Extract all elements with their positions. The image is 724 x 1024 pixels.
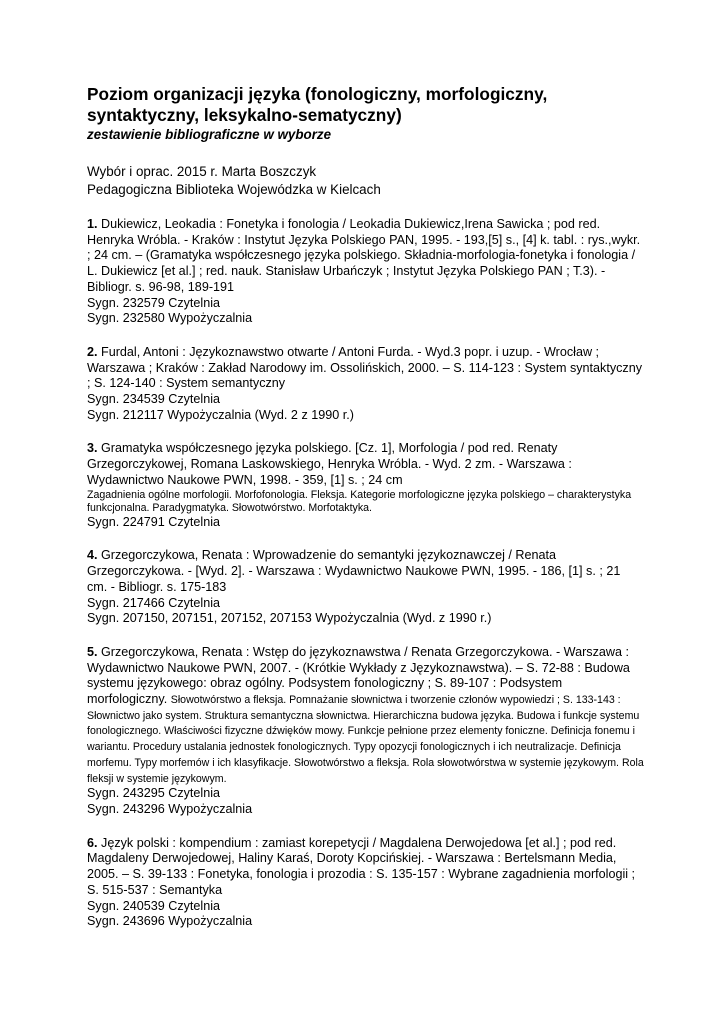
call-number: Sygn. 232579 Czytelnia [87, 295, 221, 310]
entry-number: 3. [87, 441, 98, 456]
entry-text: Grzegorczykowa, Renata : Wstęp do językoznawstwa / Renata Grzegorczykowa. - Warszawa : Wydawnictwo Naukowe PWN, 2007. - (Krótkie Wykłady z Językoznawstwa). – S. 72-88 : Budowa systemu językowego: obraz ogólny. Podsystem fonologiczny ; S. 89-107 : Podsystem morfologiczny. [87, 644, 630, 707]
call-number: Sygn. 243295 Czytelnia [87, 786, 221, 801]
bibliography-entry-4 [87, 548, 644, 627]
bibliography-entry-6 [87, 836, 644, 930]
bibliography-entry-3 [87, 441, 644, 530]
library-line: Pedagogiczna Biblioteka Wojewódzka w Kielcach [87, 182, 381, 197]
entry-description [87, 217, 644, 296]
entry-number: 6. [87, 835, 98, 850]
call-number: Sygn. 234539 Czytelnia [87, 392, 221, 407]
call-number: Sygn. 243696 Wypożyczalnia [87, 914, 253, 929]
call-number: Sygn. 240539 Czytelnia [87, 898, 221, 913]
call-number: Sygn. 232580 Wypożyczalnia [87, 311, 253, 326]
entry-text: Furdal, Antoni : Językoznawstwo otwarte / Antoni Furda. - Wyd.3 popr. i uzup. - Wrocław ; Warszawa ; Kraków : Zakład Narodowy im. Ossolińskich, 2000. – S. 114-123 : System syntaktyczny ; S. 124-140 : System semantyczny [87, 344, 643, 391]
entry-number: 5. [87, 644, 98, 659]
entry-description [87, 836, 644, 899]
entry-description [87, 345, 644, 392]
call-number: Sygn. 243296 Wypożyczalnia [87, 801, 253, 816]
compiler-line: Wybór i oprac. 2015 r. Marta Boszczyk [87, 164, 317, 179]
entry-description [87, 645, 644, 786]
bibliography-entry-5 [87, 645, 644, 818]
compiler-info [87, 163, 644, 199]
call-number: Sygn. 224791 Czytelnia [87, 514, 221, 529]
bibliography-entry-1 [87, 217, 644, 327]
document-subtitle: zestawienie bibliograficzne w wyborze [87, 127, 332, 142]
entry-number: 4. [87, 548, 98, 563]
entry-description [87, 548, 644, 595]
call-number: Sygn. 212117 Wypożyczalnia (Wyd. 2 z 1990 r.) [87, 407, 354, 422]
entry-contents-note: Zagadnienia ogólne morfologii. Morfofonologia. Fleksja. Kategorie morfologiczne języka polskiego – charakterystyka funkcjonalna. Paradygmatyka. Słowotwórstwo. Morfotaktyka. [87, 488, 632, 514]
entry-number: 2. [87, 344, 98, 359]
entry-contents-note: Słowotwórstwo a fleksja. Pomnażanie słownictwa i tworzenie członów wypowiedzi ; S. 133-143 : Słownictwo jako system. Struktura semantyczna słownictwa. Hierarchiczna budowa języka. Budowa i funkcje systemu fonologicznego. Właściwości fizyczne dźwięków mowy. Funkcje pełnione przez elementy foniczne. Definicja fonemu i wariantu. Procedury ustalania jednostek fonologicznych. Typy opozycji fonologicznych i ich neutralizacje. Definicja morfemu. Typy morfemów i ich klasyfikacje. Słowotwórstwo a fleksja. Rola słowotwórstwa w systemie językowym. Rola fleksji w systemie językowym. [87, 694, 644, 785]
entry-text: Grzegorczykowa, Renata : Wprowadzenie do semantyki językoznawczej / Renata Grzegorczykowa. - [Wyd. 2]. - Warszawa : Wydawnictwo Naukowe PWN, 1995. - 186, [1] s. ; 21 cm. - Bibliogr. s. 175-183 [87, 548, 621, 594]
entry-text: Język polski : kompendium : zamiast korepetycji / Magdalena Derwojedowa [et al.] ; pod red. Magdaleny Derwojedowej, Haliny Karaś, Doroty Kopcińskiej. - Warszawa : Bertelsmann Media, 2005. – S. 39-133 : Fonetyka, fonologia i prozodia : S. 135-157 : Wybrane zagadnienia morfologii ; S. 515-537 : Semantyka [87, 835, 636, 897]
bibliography-entry-2 [87, 345, 644, 424]
call-number: Sygn. 207150, 207151, 207152, 207153 Wypożyczalnia (Wyd. z 1990 r.) [87, 611, 492, 626]
entry-text: Gramatyka współczesnego języka polskiego. [Cz. 1], Morfologia / pod red. Renaty Grzegorczykowej, Romana Laskowskiego, Henryka Wróbla. - Wyd. 2 zm. - Warszawa : Wydawnictwo Naukowe PWN, 1998. - 359, [1] s. ; 24 cm [87, 441, 572, 487]
entry-description [87, 441, 644, 488]
entry-text: Dukiewicz, Leokadia : Fonetyka i fonologia / Leokadia Dukiewicz,Irena Sawicka ; pod red. Henryka Wróbla. - Kraków : Instytut Języka Polskiego PAN, 1995. - 193,[5] s., [4] k. tabl. : rys.,wykr. ; 24 cm. – (Gramatyka współczesnego języka polskiego. Składnia-morfologia-fonetyka i fonologia / L. Dukiewicz [et al.] ; red. nauk. Stanisław Urbańczyk ; Instytut Języka Polskiego PAN ; T.3). - Bibliogr. s. 96-98, 189-191 [87, 217, 641, 294]
entry-number: 1. [87, 217, 98, 231]
call-number: Sygn. 217466 Czytelnia [87, 595, 221, 610]
document-title: Poziom organizacji języka (fonologiczny, morfologiczny, syntaktyczny, leksykalno-sematyczny) [87, 84, 548, 125]
